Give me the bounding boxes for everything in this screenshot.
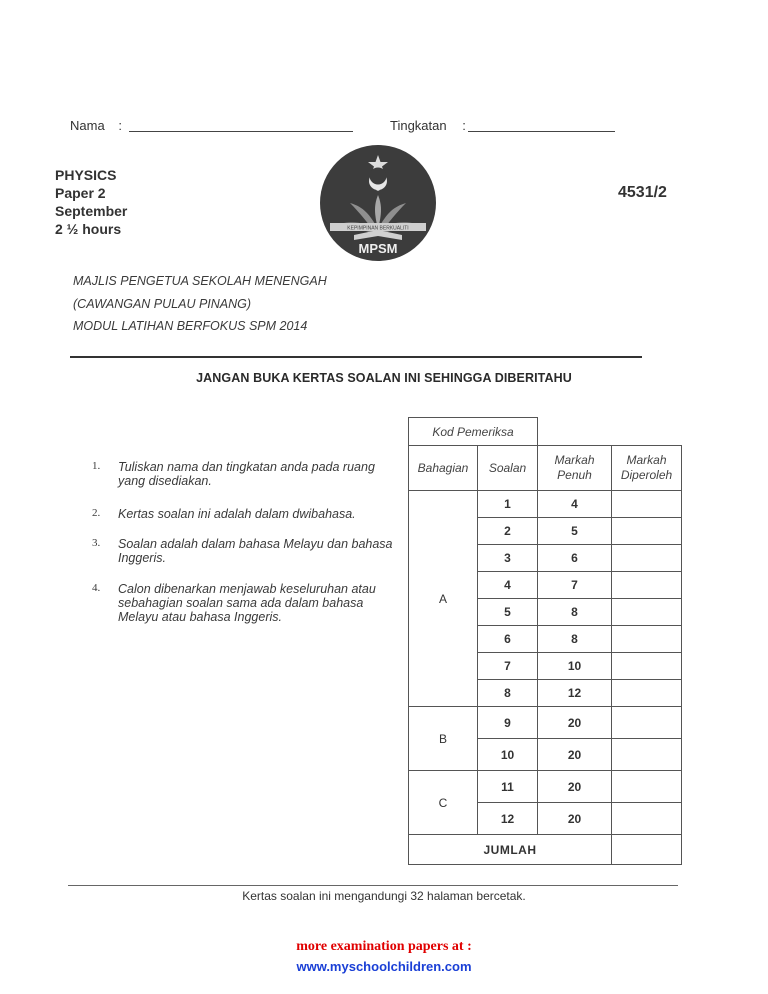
question-6: 6 (478, 626, 538, 653)
question-9: 9 (478, 707, 538, 739)
marks-table (408, 417, 682, 865)
section-a-cell: A (409, 491, 478, 707)
obtained-mark-2[interactable] (612, 518, 682, 545)
svg-text:MPSM: MPSM (358, 241, 398, 256)
examiner-code-header: Kod Pemeriksa (409, 418, 538, 446)
question-1: 1 (478, 491, 538, 518)
name-label: Nama : (70, 118, 122, 133)
promo-text: more examination papers at : (296, 939, 472, 954)
total-obtained[interactable] (612, 835, 682, 865)
obtained-mark-1[interactable] (612, 491, 682, 518)
question-2: 2 (478, 518, 538, 545)
footer-divider (68, 885, 678, 886)
full-mark-12: 20 (538, 803, 612, 835)
council-line-1: MAJLIS PENGETUA SEKOLAH MENENGAH (73, 274, 327, 288)
paper-code: 4531/2 (618, 184, 667, 201)
obtained-mark-10[interactable] (612, 739, 682, 771)
instruction-3: 3. Soalan adalah dalam bahasa Melayu dan bahasa Inggeris. (92, 537, 393, 565)
question-12: 12 (478, 803, 538, 835)
full-mark-9: 20 (538, 707, 612, 739)
council-line-2: (CAWANGAN PULAU PINANG) (73, 296, 252, 311)
divider-line (70, 356, 642, 358)
question-4: 4 (478, 572, 538, 599)
full-mark-1: 4 (538, 491, 612, 518)
section-b-cell: B (409, 707, 478, 771)
question-8: 8 (478, 680, 538, 707)
full-mark-11: 20 (538, 771, 612, 803)
full-mark-7: 10 (538, 653, 612, 680)
name-field[interactable] (129, 131, 353, 132)
obtained-marks-header: Markah Diperoleh (612, 446, 682, 491)
section-column-header: Bahagian (409, 446, 478, 491)
question-7: 7 (478, 653, 538, 680)
blank-header-cell (538, 418, 682, 446)
council-line-3: MODUL LATIHAN BERFOKUS SPM 2014 (73, 319, 308, 333)
instruction-4: 4. Calon dibenarkan menjawab keseluruhan atau sebahagian soalan sama ada dalam bahasa Melayu atau bahasa Inggeris. (92, 582, 376, 624)
question-3: 3 (478, 545, 538, 572)
question-column-header: Soalan (478, 446, 538, 491)
svg-text:KEPIMPINAN BERKUALITI: KEPIMPINAN BERKUALITI (347, 225, 409, 232)
obtained-mark-12[interactable] (612, 803, 682, 835)
obtained-mark-3[interactable] (612, 545, 682, 572)
question-10: 10 (478, 739, 538, 771)
full-mark-4: 7 (538, 572, 612, 599)
instruction-2: 2. Kertas soalan ini adalah dalam dwibahasa. (92, 507, 356, 521)
section-c-cell: C (409, 771, 478, 835)
obtained-mark-5[interactable] (612, 599, 682, 626)
obtained-mark-8[interactable] (612, 680, 682, 707)
exam-duration: 2 ½ hours (55, 221, 122, 237)
obtained-mark-7[interactable] (612, 653, 682, 680)
paper-number: Paper 2 (55, 185, 106, 201)
council-block (73, 270, 327, 338)
full-mark-10: 20 (538, 739, 612, 771)
form-label: Tingkatan : (390, 118, 466, 133)
obtained-mark-11[interactable] (612, 771, 682, 803)
page-count-note: Kertas soalan ini mengandungi 32 halaman bercetak. (242, 889, 526, 903)
total-label: JUMLAH (409, 835, 612, 865)
full-mark-8: 12 (538, 680, 612, 707)
form-field[interactable] (468, 131, 615, 132)
promo-link[interactable]: www.myschoolchildren.com (296, 959, 472, 974)
obtained-mark-9[interactable] (612, 707, 682, 739)
exam-month: September (55, 203, 128, 219)
instruction-1: 1. Tuliskan nama dan tingkatan anda pada ruang yang disediakan. (92, 460, 375, 488)
full-mark-6: 8 (538, 626, 612, 653)
question-11: 11 (478, 771, 538, 803)
full-mark-3: 6 (538, 545, 612, 572)
warning-text: JANGAN BUKA KERTAS SOALAN INI SEHINGGA DIBERITAHU (196, 371, 572, 385)
subject-block (55, 166, 127, 238)
mpsm-logo (318, 143, 438, 263)
question-5: 5 (478, 599, 538, 626)
obtained-mark-4[interactable] (612, 572, 682, 599)
full-marks-header: Markah Penuh (538, 446, 612, 491)
full-mark-2: 5 (538, 518, 612, 545)
subject-title: PHYSICS (55, 167, 117, 183)
full-mark-5: 8 (538, 599, 612, 626)
obtained-mark-6[interactable] (612, 626, 682, 653)
